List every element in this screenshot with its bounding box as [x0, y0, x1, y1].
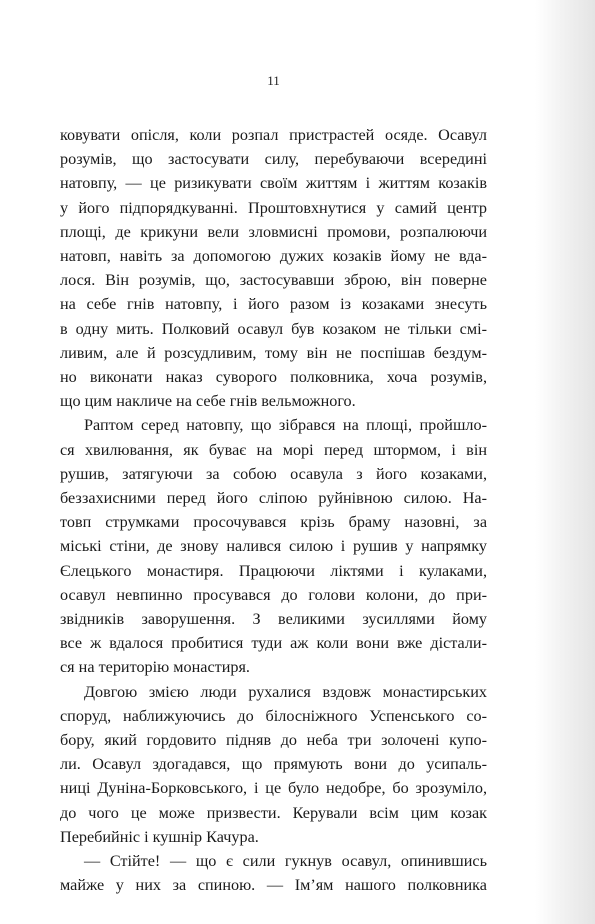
text-line: звідників заворушення. З великими зусиллями йому [60, 610, 487, 629]
text-line: бору, який гордовито підняв до неба три золочені купо- [60, 731, 487, 750]
text-line: до чого це може призвести. Керували всім цим козак [60, 803, 487, 822]
text-line: споруд, наближуючись до білосніжного Успенського со- [60, 706, 487, 725]
text-line: що цим накличе на себе гнів вельможного. [60, 392, 356, 411]
text-line: рушив, затягуючи за собою осавула з його козаками, [60, 464, 487, 483]
text-line: Довгою змією люди рухалися вздовж монастирських [84, 682, 487, 701]
text-line: ся на територію монастиря. [60, 658, 250, 677]
text-line: на себе гнів натовпу, і його разом із козаками знесуть [60, 295, 487, 314]
text-line: ниці Дуніна-Борковського, і це було недобре, бо зрозуміло, [60, 779, 487, 798]
text-line: товп струмками просочувався крізь браму назовні, за [60, 513, 487, 532]
text-line: площі, де крикуни вели зловмисні промови, розпалюючи [60, 222, 487, 241]
text-line: все ж вдалося пробитися туди аж коли вони вже дістали- [60, 634, 487, 653]
text-line: майже у них за спиною. — Ім’ям нашого полковника [60, 876, 487, 895]
text-line: в одну мить. Полковий осавул був козаком не тільки смі- [60, 319, 487, 338]
text-line: беззахисними перед його сліпою руйнівною силою. На- [60, 489, 487, 508]
text-line: Перебийніс і кушнір Качура. [60, 827, 259, 846]
text-line: но виконати наказ суворого полковника, хоча розумів, [60, 368, 487, 387]
body-text [60, 123, 487, 898]
text-line: ся хвилювання, як буває на морі перед штормом, і він [60, 440, 487, 459]
text-line: ли. Осавул здогадався, що прямують вони до усипаль- [60, 755, 487, 774]
text-line: у його підпорядкуванні. Проштовхнутися у самий центр [60, 198, 487, 217]
text-line: — Стійте! — що є сили гукнув осавул, опинившись [84, 852, 487, 871]
text-line: натовпу, — це ризикувати своїм життям і життям козаків [60, 174, 487, 193]
text-line: Раптом серед натовпу, що зібрався на площі, пройшло- [84, 416, 487, 435]
text-line: лося. Він розумів, що, застосувавши зброю, він поверне [60, 271, 487, 290]
text-line: Єлецького монастиря. Працюючи ліктями і кулаками, [60, 561, 487, 580]
text-line: ливим, але й розсудливим, тому він не поспішав бездум- [60, 343, 487, 362]
page-edge-shadow [535, 0, 595, 924]
page-number: 11 [267, 73, 280, 88]
text-line: натовп, навіть за допомогою дужих козаків йому не вда- [60, 247, 487, 266]
text-line: міські стіни, де знову налився силою і рушив у напрямку [60, 537, 487, 556]
text-line: розумів, що застосувати силу, перебуваючи всередині [60, 150, 487, 169]
text-line: осавул невпинно просувався до голови колони, до при- [60, 585, 487, 604]
text-line: ковувати опісля, коли розпал пристрастей осяде. Осавул [60, 126, 487, 144]
